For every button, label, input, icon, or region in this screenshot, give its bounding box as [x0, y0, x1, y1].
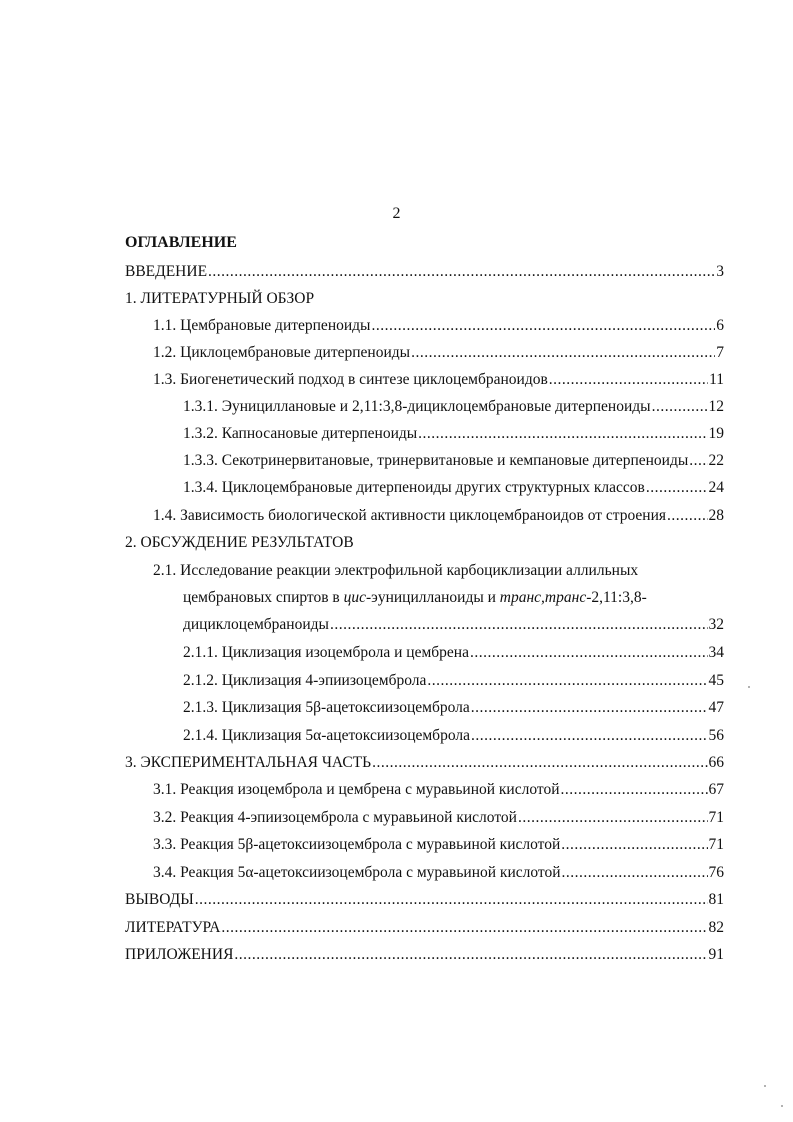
toc-entry-1-3-3[interactable]: [183, 451, 724, 471]
toc-entry-title: 2.1.4. Циклизация 5α-ацетоксиизоцемброла: [183, 727, 470, 744]
toc-entry-page: 22: [708, 452, 724, 469]
toc-entry-page: 47: [708, 699, 724, 716]
toc-entry-title: 2.1.2. Циклизация 4-эпиизоцемброла: [183, 672, 427, 689]
leader-dots: [561, 835, 707, 855]
toc-entry-2-1-line2[interactable]: [183, 588, 647, 608]
toc-entry-title: ВЫВОДЫ: [125, 891, 194, 908]
toc-entry-1-3[interactable]: [153, 370, 724, 390]
toc-entry-title: 3. ЭКСПЕРИМЕНТАЛЬНАЯ ЧАСТЬ: [125, 754, 372, 771]
leader-dots: [471, 726, 708, 746]
toc-entry-page: 45: [708, 672, 724, 689]
leader-dots: [562, 863, 708, 883]
toc-entry-page: 76: [708, 864, 724, 881]
toc-entry-title: 1.2. Циклоцембрановые дитерпеноиды: [153, 344, 411, 361]
toc-entry-2-1-3[interactable]: [183, 698, 724, 718]
toc-entry-page: 82: [708, 919, 724, 936]
toc-entry-page: 71: [708, 836, 724, 853]
toc-entry-title: 1. ЛИТЕРАТУРНЫЙ ОБЗОР: [125, 290, 315, 307]
toc-entry-references[interactable]: [125, 918, 724, 938]
toc-entry-1-3-4[interactable]: [183, 478, 724, 498]
toc-entry-page: 19: [708, 425, 724, 442]
leader-dots: [549, 370, 708, 390]
toc-entry-title: ВВЕДЕНИЕ: [125, 263, 208, 280]
text-segment: цембрановых спиртов в: [183, 589, 344, 606]
toc-entry-introduction[interactable]: [125, 262, 724, 282]
toc-entry-title: 1.3.4. Циклоцембрановые дитерпеноиды других структурных классов: [183, 479, 645, 496]
leader-dots: [471, 698, 708, 718]
leader-dots: [518, 808, 708, 828]
toc-entry-title: 1.1. Цембрановые дитерпеноиды: [153, 317, 371, 334]
toc-entry-1-3-1[interactable]: [183, 397, 724, 417]
italic-term: транс,транс: [499, 589, 587, 606]
toc-entry-page: 32: [708, 616, 724, 633]
scan-speck: [764, 1085, 766, 1087]
toc-entry-page: 6: [716, 317, 724, 334]
toc-entry-title: 3.2. Реакция 4-эпиизоцемброла с муравьиной кислотой: [153, 809, 517, 826]
toc-entry-title: 1.3.3. Секотринервитановые, тринервитановые и кемпановые дитерпеноиды: [183, 452, 689, 469]
leader-dots: [561, 780, 708, 800]
leader-dots: [418, 424, 707, 444]
toc-entry-title: 3.3. Реакция 5β-ацетоксиизоцемброла с муравьиной кислотой: [153, 836, 561, 853]
leader-dots: [208, 262, 715, 282]
toc-entry-title: 3.1. Реакция изоцемброла и цембрена с муравьиной кислотой: [153, 781, 560, 798]
toc-entry-1-1[interactable]: [153, 316, 724, 336]
toc-entry-page: 67: [708, 781, 724, 798]
leader-dots: [667, 506, 707, 526]
leader-dots: [652, 397, 708, 417]
toc-entry-page: 7: [716, 344, 724, 361]
toc-entry-title: 3.4. Реакция 5α-ацетоксиизоцемброла с муравьиной кислотой: [153, 864, 561, 881]
leader-dots: [221, 918, 707, 938]
toc-entry-title: ЛИТЕРАТУРА: [125, 919, 221, 936]
toc-entry-3-4[interactable]: [153, 863, 724, 883]
leader-dots: [427, 671, 707, 691]
leader-dots: [689, 451, 707, 471]
toc-entry-2-1-2[interactable]: [183, 671, 724, 691]
toc-entry-1-3-2[interactable]: [183, 424, 724, 444]
toc-entry-page: 81: [708, 891, 724, 908]
scan-speck: [781, 1105, 783, 1107]
toc-entry-page: 12: [708, 398, 724, 415]
toc-entry-page: 71: [708, 809, 724, 826]
toc-entry-chapter-3[interactable]: [125, 753, 724, 773]
toc-entry-2-1-line3[interactable]: [183, 615, 724, 635]
text-segment: -эуницилланоиды и: [366, 589, 500, 606]
toc-entry-title: 1.3. Биогенетический подход в синтезе циклоцембраноидов: [153, 371, 548, 388]
toc-entry-3-3[interactable]: [153, 835, 724, 855]
toc-entry-title: дициклоцембраноиды: [183, 616, 329, 633]
toc-entry-page: 34: [708, 644, 724, 661]
toc-entry-title: 2. ОБСУЖДЕНИЕ РЕЗУЛЬТАТОВ: [125, 534, 354, 551]
toc-entry-title: 1.4. Зависимость биологической активности циклоцембраноидов от строения: [153, 507, 667, 524]
toc-entry-title: ПРИЛОЖЕНИЯ: [125, 946, 234, 963]
toc-entry-title: 2.1.3. Циклизация 5β-ацетоксиизоцемброла: [183, 699, 470, 716]
leader-dots: [372, 753, 707, 773]
leader-dots: [411, 343, 715, 363]
toc-entry-title: 1.3.1. Эунициллановые и 2,11:3,8-дициклоцембрановые дитерпеноиды: [183, 398, 651, 415]
toc-entry-chapter-2[interactable]: [125, 533, 724, 553]
leader-dots: [470, 643, 708, 663]
toc-entry-3-2[interactable]: [153, 808, 724, 828]
leader-dots: [371, 316, 715, 336]
leader-dots: [646, 478, 708, 498]
leader-dots: [195, 890, 708, 910]
toc-entry-3-1[interactable]: [153, 780, 724, 800]
toc-entry-chapter-1[interactable]: [125, 289, 724, 309]
toc-entry-2-1-line1[interactable]: 2.1. Исследование реакции электрофильной карбоциклизации аллильных: [153, 562, 639, 579]
toc-entry-appendices[interactable]: [125, 945, 724, 965]
toc-heading: ОГЛАВЛЕНИЕ: [125, 234, 237, 251]
toc-entry-page: 91: [708, 946, 724, 963]
toc-entry-page: 56: [708, 727, 724, 744]
toc-entry-2-1-4[interactable]: [183, 726, 724, 746]
toc-entry-title: 1.3.2. Капносановые дитерпеноиды: [183, 425, 418, 442]
scan-speck: [748, 686, 750, 688]
toc-entry-1-2[interactable]: [153, 343, 724, 363]
toc-entry-conclusions[interactable]: [125, 890, 724, 910]
text-segment: -2,11:3,8-: [586, 589, 647, 606]
leader-dots: [234, 945, 707, 965]
toc-entry-page: 3: [716, 263, 724, 280]
toc-entry-page: 28: [708, 507, 724, 524]
toc-entry-page: 11: [709, 371, 724, 388]
italic-term: цис: [343, 589, 367, 606]
toc-entry-page: 24: [708, 479, 724, 496]
leader-dots: [330, 615, 708, 635]
page-number: 2: [392, 205, 401, 222]
toc-entry-2-1-1[interactable]: [183, 643, 724, 663]
toc-entry-title: 2.1.1. Циклизация изоцемброла и цембрена: [183, 644, 469, 661]
toc-entry-1-4[interactable]: [153, 506, 724, 526]
toc-entry-page: 66: [708, 754, 724, 771]
